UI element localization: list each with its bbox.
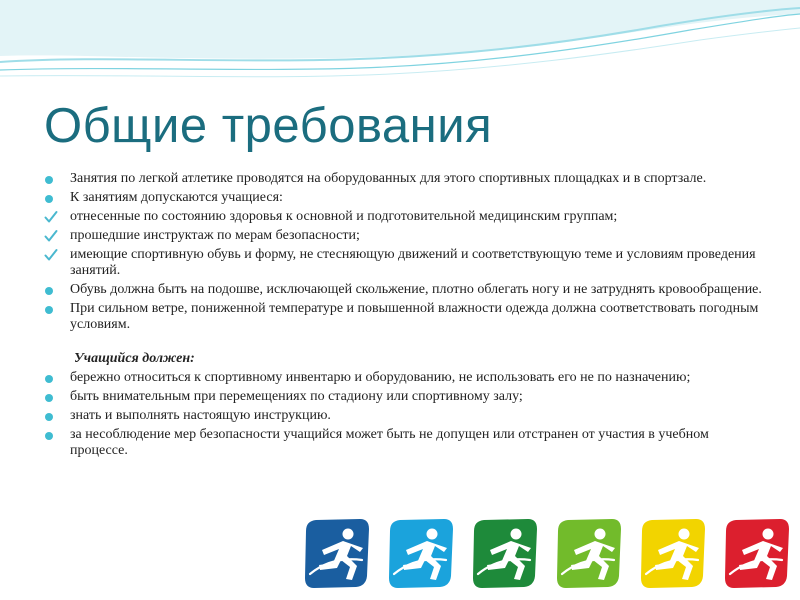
bullet-dot-icon — [44, 286, 54, 296]
athletics-runner-icon — [554, 516, 624, 590]
list-item — [44, 427, 764, 459]
list-item — [44, 389, 764, 405]
athletics-runner-icon — [470, 516, 540, 590]
list-item-text: имеющие спортивную обувь и форму, не стесняющую движений и соответствующую теме и условиям проведения занятий. — [70, 247, 756, 278]
requirements-list — [44, 171, 764, 462]
list-item — [44, 190, 764, 206]
bullet-dot-icon — [44, 305, 54, 315]
list-item-text: быть внимательным при перемещениях по стадиону или спортивному залу; — [70, 389, 523, 404]
subheading: Учащийся должен: — [74, 351, 195, 366]
list-item-text: знать и выполнять настоящую инструкцию. — [70, 408, 331, 423]
list-item-text: за несоблюдение мер безопасности учащийся может быть не допущен или отстранен от участия в учебном процессе. — [70, 427, 709, 458]
slide-title: Общие требования — [44, 99, 493, 153]
bullet-dot-icon — [44, 412, 54, 422]
list-item — [44, 282, 764, 298]
list-item-text: К занятиям допускаются учащиеся: — [70, 190, 283, 205]
list-item-text: При сильном ветре, пониженной температуре и повышенной влажности одежда должна соответствовать погодным условиям. — [70, 301, 759, 332]
list-item-text: отнесенные по состоянию здоровья к основной и подготовительной медицинским группам; — [70, 209, 618, 224]
list-item-text: бережно относиться к спортивному инвентарю и оборудованию, не использовать его не по назначению; — [70, 370, 691, 385]
athletics-runner-icon — [386, 516, 456, 590]
list-item-text: Занятия по легкой атлетике проводятся на оборудованных для этого спортивных площадках и в спортзале. — [70, 171, 707, 186]
bullet-dot-icon — [44, 175, 54, 185]
header-wave-decoration — [0, 0, 800, 90]
list-item — [44, 370, 764, 386]
sport-pictograms-row — [296, 508, 800, 600]
list-item — [44, 209, 764, 225]
list-item-text: прошедшие инструктаж по мерам безопасности; — [70, 228, 360, 243]
athletics-runner-icon — [638, 516, 708, 590]
bullet-dot-icon — [44, 194, 54, 204]
athletics-runner-icon — [302, 516, 372, 590]
checkmark-icon — [44, 248, 58, 262]
bullet-dot-icon — [44, 393, 54, 403]
checkmark-icon — [44, 229, 58, 243]
list-item-text: Обувь должна быть на подошве, исключающей скольжение, плотно облегать ногу и не затруднять кровообращение. — [70, 282, 762, 297]
list-item — [44, 228, 764, 244]
list-item — [44, 408, 764, 424]
list-item — [44, 247, 764, 279]
list-item — [44, 171, 764, 187]
bullet-dot-icon — [44, 431, 54, 441]
list-item — [44, 301, 764, 333]
bullet-dot-icon — [44, 374, 54, 384]
checkmark-icon — [44, 210, 58, 224]
athletics-runner-icon — [722, 516, 792, 590]
